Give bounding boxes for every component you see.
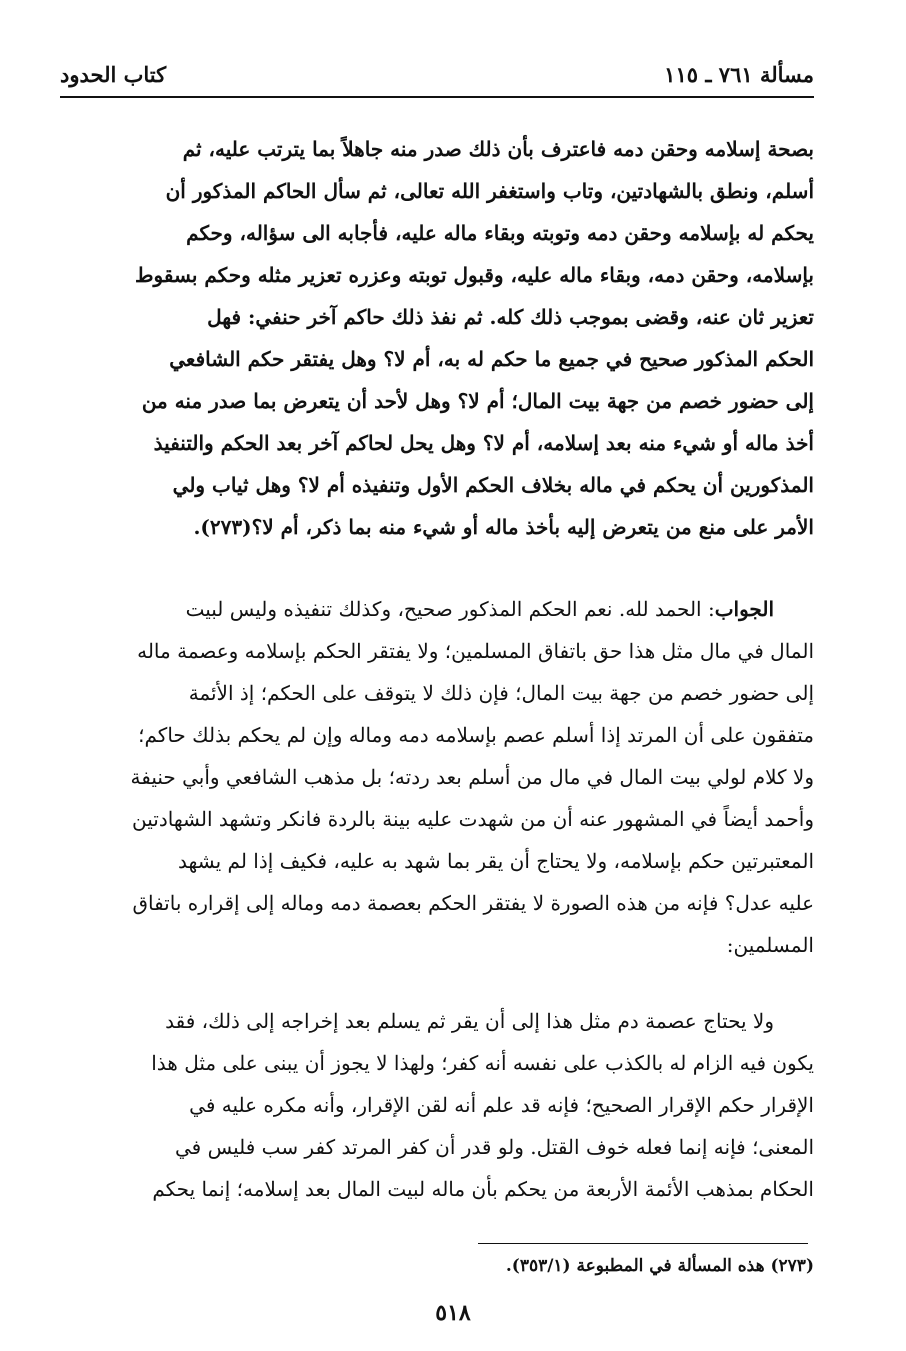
continuation-line: الحكام بمذهب الأئمة الأربعة من يحكم بأن ماله لبيت المال بعد إسلامه؛ إنما يحكم <box>152 1177 814 1201</box>
answer-line: وأحمد أيضاً في المشهور عنه أن من شهدت عليه بينة بالردة فانكر وتشهد الشهادتين <box>132 807 814 831</box>
question-line: المذكورين أن يحكم في ماله بخلاف الحكم الأول وتنفيذه أم لا؟ وهل ثياب ولي <box>172 473 814 497</box>
continuation-first-text: ولا يحتاج عصمة دم مثل هذا إلى أن يقر ثم يسلم بعد إخراجه إلى ذلك، فقد <box>165 1009 774 1033</box>
footnote-divider <box>478 1243 808 1244</box>
answer-paragraph <box>60 588 814 966</box>
continuation-line: الإقرار حكم الإقرار الصحيح؛ فإنه قد علم أنه لقن الإقرار، وأنه مكره عليه في <box>189 1093 814 1117</box>
question-line: الحكم المذكور صحيح في جميع ما حكم له به، أم لا؟ وهل يفتقر حكم الشافعي <box>169 347 814 371</box>
question-line: إلى حضور خصم من جهة بيت المال؛ أم لا؟ وهل لأحد أن يتعرض بما صدر منه من <box>141 389 814 413</box>
question-line: أسلم، ونطق بالشهادتين، وتاب واستغفر الله تعالى، ثم سأل الحاكم المذكور أن <box>165 179 814 203</box>
question-line: أخذ ماله أو شيء منه بعد إسلامه، أم لا؟ وهل يحل لحاكم آخر بعد الحكم والتنفيذ <box>153 431 814 455</box>
answer-line: : الحمد لله. نعم الحكم المذكور صحيح، وكذلك تنفيذه وليس لبيت <box>185 597 715 621</box>
running-header <box>60 56 814 92</box>
page-number: ٥١٨ <box>435 1300 471 1326</box>
header-divider <box>60 96 814 98</box>
continuation-line <box>60 1000 814 1042</box>
question-line: تعزير ثان عنه، وقضى بموجب ذلك كله. ثم نفذ ذلك حاكم آخر حنفي: فهل <box>207 305 814 329</box>
footnote: (٢٧٣) هذه المسألة في المطبوعة (٣٥٣/١). <box>505 1256 814 1276</box>
answer-line: المسلمين: <box>726 933 814 957</box>
question-line: بإسلامه، وحقن دمه، وبقاء ماله عليه، وقبول توبته وعزره تعزير مثله وحكم بسقوط <box>135 263 814 287</box>
answer-first-line <box>60 588 814 630</box>
answer-line: متفقون على أن المرتد إذا أسلم عصم بإسلامه دمه وماله وإن لم يحكم بذلك حاكم؛ <box>138 723 814 747</box>
question-paragraph <box>60 128 814 548</box>
answer-line: إلى حضور خصم من جهة بيت المال؛ فإن ذلك لا يتوقف على الحكم؛ إذ الأئمة <box>188 681 814 705</box>
continuation-paragraph <box>60 1000 814 1210</box>
answer-line: المعتبرتين حكم بإسلامه، ولا يحتاج أن يقر بما شهد به عليه، فكيف إذا لم يشهد <box>178 849 814 873</box>
answer-line: عليه عدل؟ فإنه من هذه الصورة لا يفتقر الحكم بعصمة دمه وماله إلى إقراره باتفاق <box>132 891 814 915</box>
issue-number-heading: مسألة ٧٦١ ـ ١١٥ <box>664 61 814 87</box>
question-line: الأمر على منع من يتعرض إليه بأخذ ماله أو شيء منه بما ذكر، أم لا؟(٢٧٣). <box>193 515 814 539</box>
continuation-line: المعنى؛ فإنه إنما فعله خوف القتل. ولو قدر أن كفر المرتد كفر سب فليس في <box>175 1135 814 1159</box>
question-line: بصحة إسلامه وحقن دمه فاعترف بأن ذلك صدر منه جاهلاً بما يترتب عليه، ثم <box>182 137 814 161</box>
answer-label: الجواب <box>714 597 774 621</box>
answer-line: ولا كلام لولي بيت المال في مال من أسلم بعد ردته؛ بل مذهب الشافعي وأبي حنيفة <box>130 765 814 789</box>
answer-line: المال في مال مثل هذا حق باتفاق المسلمين؛ ولا يفتقر الحكم بإسلامه وعصمة ماله <box>137 639 814 663</box>
continuation-line: يكون فيه الزام له بالكذب على نفسه أنه كفر؛ ولهذا لا يجوز أن يبنى على مثل هذا <box>151 1051 814 1075</box>
book-title-heading: كتاب الحدود <box>60 61 167 87</box>
question-line: يحكم له بإسلامه وحقن دمه وتوبته وبقاء ماله عليه، فأجابه الى سؤاله، وحكم <box>186 221 814 245</box>
